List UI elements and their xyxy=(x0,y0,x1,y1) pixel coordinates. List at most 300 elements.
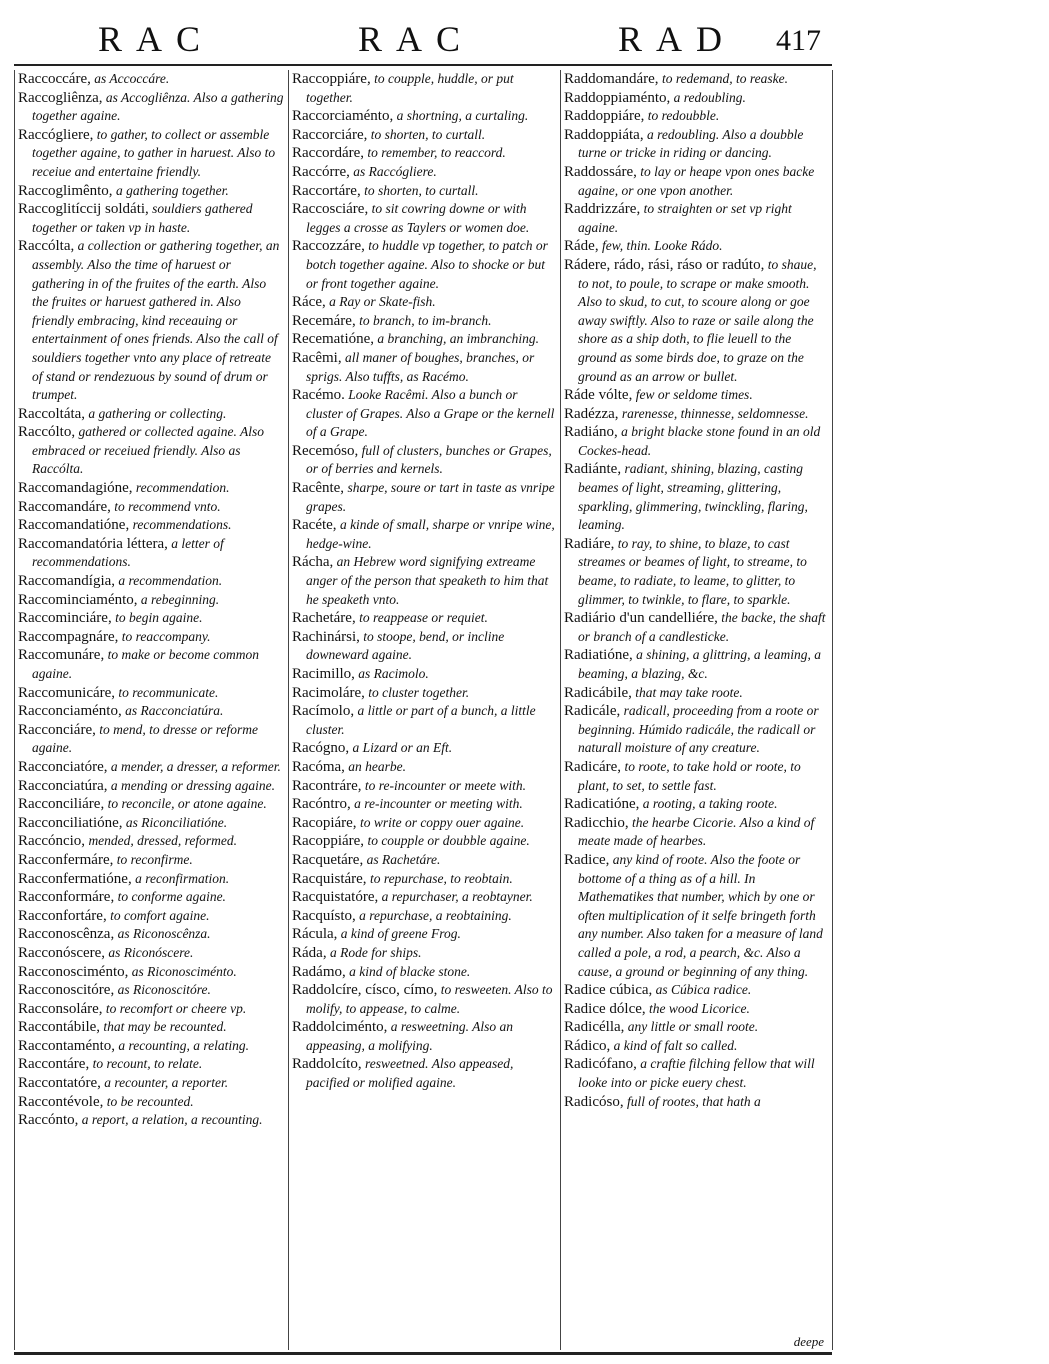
dictionary-entry xyxy=(292,944,556,963)
dictionary-entry xyxy=(18,814,284,833)
entry-definition: to ray, to shine, to blaze, to cast streames or beames of light, to streame, to beame, to radiate, to leame, to glitter, to glimmer, to twinkle, to flare, to sparkle. xyxy=(578,535,807,607)
dictionary-entry xyxy=(18,777,284,796)
entry-headword: Radice cúbica, xyxy=(564,982,653,999)
entry-definition: all maner of boughes, branches, or sprigs. Also tuffts, as Racémo. xyxy=(306,349,535,384)
entry-headword: Raddrizzáre, xyxy=(564,201,641,218)
entry-definition: to shorten, to curtall. xyxy=(360,182,479,198)
entry-definition: to recommunicate. xyxy=(115,684,219,700)
entry-headword: Racontráre, xyxy=(292,777,362,794)
entry-headword: Raccoltáta, xyxy=(18,405,86,422)
entry-definition: as Rachetáre. xyxy=(363,851,441,867)
dictionary-entry xyxy=(18,535,284,572)
dictionary-entry xyxy=(18,479,284,498)
dictionary-entry xyxy=(564,1018,828,1037)
entry-definition: a redoubling. Also a doubble turne or tricke in riding or dancing. xyxy=(578,126,804,161)
entry-definition: to begin againe. xyxy=(111,610,203,626)
entry-headword: Recemáre, xyxy=(292,312,356,329)
dictionary-entry xyxy=(18,721,284,758)
entry-headword: Radicáre, xyxy=(564,758,622,775)
dictionary-entry xyxy=(564,256,828,386)
dictionary-entry xyxy=(292,925,556,944)
entry-definition: to remember, to reaccord. xyxy=(364,145,506,161)
entry-definition: to recomfort or cheere vp. xyxy=(102,1000,247,1016)
dictionary-entry xyxy=(564,851,828,981)
dictionary-entry xyxy=(292,609,556,628)
entry-headword: Racquísto, xyxy=(292,907,356,924)
dictionary-entry xyxy=(564,386,828,405)
entry-definition: resweetned. Also appeased, pacified or molified againe. xyxy=(306,1056,514,1091)
entry-headword: Radicábile, xyxy=(564,684,632,701)
entry-headword: Radiatióne, xyxy=(564,647,633,664)
header-left-guideword: RAC xyxy=(98,19,215,59)
entry-headword: Radicatióne, xyxy=(564,796,640,813)
entry-definition: a report, a relation, a recounting. xyxy=(78,1112,263,1128)
dictionary-entry xyxy=(292,795,556,814)
dictionary-entry xyxy=(564,126,828,163)
entry-definition: radiant, shining, blazing, casting beames of light, streaming, glittering, sparkling, glimmering, twinckling, flaring, leaming. xyxy=(578,461,808,533)
entry-definition: a rooting, a taking roote. xyxy=(639,796,778,812)
entry-headword: Racquetáre, xyxy=(292,851,364,868)
entry-definition: full of clusters, bunches or Grapes, or of berries and kernels. xyxy=(306,442,552,477)
entry-headword: Raccontatóre, xyxy=(18,1075,101,1092)
entry-definition: to lay or heape vpon ones backe againe, or one vpon another. xyxy=(578,163,815,198)
entry-definition: a recounting, a relating. xyxy=(115,1037,250,1053)
entry-headword: Raddolcíre, císco, címo, xyxy=(292,982,438,999)
dictionary-entry xyxy=(18,944,284,963)
dictionary-entry xyxy=(18,237,284,404)
entry-definition: to shorten, to curtall. xyxy=(367,126,486,142)
entry-definition: a shortning, a curtaling. xyxy=(393,108,529,124)
entry-headword: Raccontaménto, xyxy=(18,1037,116,1054)
entry-definition: a redoubling. xyxy=(670,89,746,105)
dictionary-entry xyxy=(292,237,556,293)
entry-headword: Racconciatúra, xyxy=(18,777,108,794)
column-2 xyxy=(292,70,556,1350)
entry-headword: Rachetáre, xyxy=(292,610,356,627)
dictionary-entry xyxy=(292,200,556,237)
entry-headword: Racquistatóre, xyxy=(292,889,379,906)
dictionary-entry xyxy=(18,200,284,237)
entry-definition: sharpe, soure or tart in taste as vnripe grapes. xyxy=(306,480,555,514)
entry-headword: Racêmi, xyxy=(292,349,342,366)
entry-definition: to reconcile, or atone againe. xyxy=(104,796,267,812)
dictionary-entry xyxy=(292,888,556,907)
entry-headword: Raccórre, xyxy=(292,163,350,180)
dictionary-entry xyxy=(564,89,828,108)
entry-headword: Radézza, xyxy=(564,405,619,422)
entry-definition: to stoope, bend, or incline downeward againe. xyxy=(306,628,505,663)
entry-definition: as Accogliênza. Also a gathering together againe. xyxy=(32,89,284,124)
entry-definition: to branch, to im-branch. xyxy=(355,312,492,328)
column-rule-right xyxy=(832,70,833,1350)
header-right-guideword: RAD xyxy=(618,19,737,59)
entry-headword: Raccónto, xyxy=(18,1112,79,1129)
entry-definition: as Cúbica radice. xyxy=(652,982,752,998)
entry-headword: Radicélla, xyxy=(564,1019,625,1036)
running-header xyxy=(8,18,838,66)
entry-definition: a kinde of small, sharpe or vnripe wine, hedge-wine. xyxy=(306,517,555,551)
entry-definition: any kind of roote. Also the foote or bottome of a thing as of a hill. In Mathematikes that number, which by one or often multiplication of it selfe bringeth forth any number. Also taken for a measure of land called a pole, a rod, a pearch, &c. Also a cause, a ground or beginning of any thing. xyxy=(578,851,823,979)
dictionary-entry xyxy=(292,182,556,201)
entry-headword: Raccoccáre, xyxy=(18,71,91,87)
entry-definition: radicall, proceeding from a roote or beginning. Húmido radicále, the radicall or naturall moisture of any creature. xyxy=(578,703,819,756)
entry-headword: Radámo, xyxy=(292,963,346,980)
header-rule xyxy=(14,64,832,66)
dictionary-entry xyxy=(292,386,556,442)
entry-definition: a little or part of a bunch, a little cluster. xyxy=(306,703,536,737)
dictionary-page xyxy=(8,8,1038,1358)
entry-definition: that may take roote. xyxy=(631,684,743,700)
dictionary-entry xyxy=(564,981,828,1000)
dictionary-entry xyxy=(292,330,556,349)
entry-definition: a rebeginning. xyxy=(137,591,220,607)
entry-headword: Rádere, rádo, rási, ráso or radúto, xyxy=(564,256,765,273)
dictionary-entry xyxy=(564,646,828,683)
entry-definition: a letter of recommendations. xyxy=(32,535,224,570)
dictionary-entry xyxy=(292,851,556,870)
entry-headword: Racoppiáre, xyxy=(292,833,365,850)
dictionary-entry xyxy=(564,423,828,460)
entry-headword: Racémo. xyxy=(292,387,345,404)
entry-definition: a bright blacke stone found in an old Cockes-head. xyxy=(578,424,821,458)
dictionary-entry xyxy=(292,516,556,553)
dictionary-entry xyxy=(18,89,284,126)
dictionary-entry xyxy=(18,646,284,683)
dictionary-entry xyxy=(564,70,828,89)
entry-headword: Raccólta, xyxy=(18,238,75,255)
dictionary-entry xyxy=(18,925,284,944)
entry-headword: Radiário d'un candelliére, xyxy=(564,610,718,627)
entry-headword: Raccompagnáre, xyxy=(18,628,119,645)
entry-headword: Radicóso, xyxy=(564,1093,624,1110)
dictionary-entry xyxy=(564,163,828,200)
entry-headword: Racopiáre, xyxy=(292,814,357,831)
entry-headword: Racênte, xyxy=(292,480,345,497)
entry-headword: Racconoscitóre, xyxy=(18,982,115,999)
entry-definition: as Racimolo. xyxy=(354,666,429,681)
entry-definition: the hearbe Cicorie. Also a kind of meate made of hearbes. xyxy=(578,814,815,849)
entry-definition: as Accoccáre. xyxy=(90,71,170,86)
dictionary-entry xyxy=(564,237,828,256)
entry-definition: to coupple or doubble againe. xyxy=(364,833,530,849)
dictionary-entry xyxy=(292,684,556,703)
dictionary-entry xyxy=(292,758,556,777)
entry-headword: Racímolo, xyxy=(292,703,355,720)
dictionary-entry xyxy=(292,349,556,386)
entry-headword: Racconciáre, xyxy=(18,721,96,738)
entry-headword: Raccomandáre, xyxy=(18,498,111,515)
entry-headword: Raccomandatória léttera, xyxy=(18,535,168,552)
entry-definition: full of rootes, that hath a xyxy=(623,1093,761,1109)
entry-definition: a reconfirmation. xyxy=(131,870,230,886)
dictionary-entry xyxy=(18,981,284,1000)
dictionary-entry xyxy=(564,1000,828,1019)
entry-definition: Looke Racêmi. Also a bunch or cluster of Grapes. Also a Grape or the kernell of a Grape. xyxy=(306,387,555,440)
entry-headword: Raccóncio, xyxy=(18,833,86,850)
entry-definition: a mender, a dresser, a reformer. xyxy=(107,758,281,774)
dictionary-entry xyxy=(18,851,284,870)
entry-headword: Raccorciáre, xyxy=(292,126,368,143)
entry-headword: Rachinársi, xyxy=(292,628,360,645)
entry-definition: rarenesse, thinnesse, seldomnesse. xyxy=(618,405,809,421)
entry-definition: to gather, to collect or assemble together againe, to gather in haruest. Also to receiue and entertaine friendly. xyxy=(32,126,276,179)
entry-definition: to reappease or requiet. xyxy=(355,610,488,626)
dictionary-entry xyxy=(292,479,556,516)
column-rule-left xyxy=(14,70,15,1350)
dictionary-entry xyxy=(564,684,828,703)
entry-definition: to make or become common againe. xyxy=(32,647,260,681)
entry-headword: Racimillo, xyxy=(292,666,355,682)
entry-headword: Ráce, xyxy=(292,294,326,311)
entry-definition: to cluster together. xyxy=(364,684,470,700)
entry-headword: Raccontévole, xyxy=(18,1093,104,1110)
entry-headword: Radicále, xyxy=(564,703,621,720)
entry-definition: a kind of greene Frog. xyxy=(337,926,461,942)
entry-definition: as Riconoscitóre. xyxy=(114,982,211,998)
entry-definition: gathered or collected againe. Also embraced or receiued friendly. Also as Raccólta. xyxy=(32,424,265,477)
entry-definition: few or seldome times. xyxy=(632,387,753,403)
dictionary-entry xyxy=(292,739,556,758)
entry-definition: recommendations. xyxy=(129,517,232,533)
entry-headword: Raddossáre, xyxy=(564,163,637,180)
dictionary-entry xyxy=(292,553,556,609)
dictionary-entry xyxy=(564,200,828,237)
dictionary-entry xyxy=(18,758,284,777)
entry-definition: a collection or gathering together, an assembly. Also the time of haruest or gathering in of the fruites of the earth. Also the fruites or haruest gathered in. Also friendly embracing, kind receauing or entertainment of ones friends. Also the call of souldiers together vnto any place of retreate of stand or rendezuous by sound of drum or trumpet. xyxy=(32,238,280,403)
dictionary-entry xyxy=(292,870,556,889)
entry-definition: that may be recounted. xyxy=(100,1019,227,1035)
entry-headword: Racconosciménto, xyxy=(18,963,129,980)
entry-definition: to reaccompany. xyxy=(118,628,211,644)
entry-headword: Raccozzáre, xyxy=(292,238,365,255)
dictionary-entry xyxy=(18,126,284,182)
column-rule-1 xyxy=(288,70,289,1350)
entry-headword: Racimoláre, xyxy=(292,684,365,701)
entry-headword: Racconoscênza, xyxy=(18,926,115,943)
entry-headword: Raccógliere, xyxy=(18,126,94,143)
entry-definition: as Riconóscere. xyxy=(105,944,194,960)
entry-headword: Raddomandáre, xyxy=(564,71,659,87)
dictionary-entry xyxy=(292,981,556,1018)
dictionary-entry xyxy=(564,107,828,126)
dictionary-entry xyxy=(18,591,284,610)
dictionary-entry xyxy=(18,795,284,814)
dictionary-entry xyxy=(18,70,284,89)
entry-headword: Racconóscere, xyxy=(18,944,106,961)
entry-headword: Raccorciaménto, xyxy=(292,108,394,125)
dictionary-entry xyxy=(292,963,556,982)
entry-definition: to mend, to dresse or reforme againe. xyxy=(32,721,258,756)
entry-definition: as Riconoscênza. xyxy=(114,926,211,942)
dictionary-entry xyxy=(18,516,284,535)
entry-headword: Radice, xyxy=(564,851,610,868)
entry-headword: Racconciaménto, xyxy=(18,703,122,720)
dictionary-entry xyxy=(292,126,556,145)
entry-definition: a resweetning. Also an appeasing, a molifying. xyxy=(306,1019,514,1053)
entry-definition: a kind of falt so called. xyxy=(610,1037,738,1053)
dictionary-entry xyxy=(564,795,828,814)
entry-definition: to huddle vp together, to patch or botch together againe. Also to shocke or but or front together againe. xyxy=(306,238,548,291)
dictionary-entry xyxy=(18,628,284,647)
entry-headword: Racconfortáre, xyxy=(18,907,107,924)
entry-definition: a repurchaser, a reobtayner. xyxy=(378,889,533,905)
entry-headword: Raccomandígia, xyxy=(18,573,116,590)
dictionary-entry xyxy=(18,1111,284,1130)
entry-headword: Radicófano, xyxy=(564,1056,637,1073)
entry-definition: few, thin. Looke Rádo. xyxy=(598,238,723,254)
dictionary-entry xyxy=(18,1074,284,1093)
entry-headword: Raddoppiáre, xyxy=(564,108,645,125)
entry-definition: the backe, the shaft or branch of a candlesticke. xyxy=(578,610,826,644)
entry-headword: Rácula, xyxy=(292,926,338,943)
entry-definition: to recommend vnto. xyxy=(110,498,221,514)
entry-headword: Raccogliênza, xyxy=(18,89,103,106)
column-3 xyxy=(564,70,828,1350)
header-middle-guideword: RAC xyxy=(358,19,475,59)
page-number: 417 xyxy=(776,24,821,57)
entry-headword: Raccortáre, xyxy=(292,182,361,199)
entry-definition: to sit cowring downe or with legges a crosse as Taylers or women doe. xyxy=(306,201,530,235)
entry-definition: to repurchase, to reobtain. xyxy=(366,870,513,886)
entry-definition: an hearbe. xyxy=(344,758,407,774)
entry-definition: to redemand, to reaske. xyxy=(658,71,789,86)
dictionary-entry xyxy=(18,907,284,926)
dictionary-entry xyxy=(292,312,556,331)
entry-definition: a gathering or collecting. xyxy=(85,405,227,421)
dictionary-entry xyxy=(292,777,556,796)
dictionary-entry xyxy=(292,832,556,851)
entry-headword: Racconciliáre, xyxy=(18,796,105,813)
dictionary-entry xyxy=(564,535,828,609)
dictionary-entry xyxy=(292,144,556,163)
entry-headword: Radiánte, xyxy=(564,461,622,478)
entry-definition: as Riconosciménto. xyxy=(128,963,237,979)
entry-headword: Racóma, xyxy=(292,758,345,775)
entry-definition: to conforme againe. xyxy=(114,889,226,905)
entry-headword: Racconfermatióne, xyxy=(18,870,132,887)
entry-definition: a re-incounter or meeting with. xyxy=(350,796,523,812)
entry-headword: Rádico, xyxy=(564,1037,611,1054)
entry-headword: Raddoppiaménto, xyxy=(564,89,671,106)
entry-headword: Ráde, xyxy=(564,238,599,255)
entry-definition: as Racconciatúra. xyxy=(121,703,224,719)
dictionary-entry xyxy=(18,832,284,851)
entry-definition: any little or small roote. xyxy=(624,1019,759,1035)
entry-headword: Racconformáre, xyxy=(18,889,115,906)
dictionary-entry xyxy=(18,684,284,703)
entry-definition: an Hebrew word signifying extreame anger of the person that speaketh to him that he speaketh vnto. xyxy=(306,554,549,607)
entry-definition: to recount, to relate. xyxy=(89,1056,203,1072)
dictionary-entry xyxy=(18,405,284,424)
entry-definition: to roote, to take hold or roote, to plant, to set, to settle fast. xyxy=(578,758,801,793)
dictionary-entry xyxy=(292,293,556,312)
entry-headword: Raccomandatióne, xyxy=(18,517,130,534)
entry-definition: souldiers gathered together or taken vp in haste. xyxy=(32,201,253,235)
entry-definition: a Lizard or an Eft. xyxy=(349,740,453,756)
entry-headword: Ráde vólte, xyxy=(564,387,633,404)
dictionary-entry xyxy=(292,70,556,107)
dictionary-entry xyxy=(18,1018,284,1037)
dictionary-entry xyxy=(18,572,284,591)
entry-headword: Raccoglimênto, xyxy=(18,182,113,199)
dictionary-entry xyxy=(292,163,556,182)
dictionary-entry xyxy=(564,1055,828,1092)
column-rule-2 xyxy=(560,70,561,1350)
entry-headword: Recemóso, xyxy=(292,442,359,459)
entry-headword: Recematióne, xyxy=(292,331,375,348)
entry-headword: Radicchio, xyxy=(564,814,629,831)
dictionary-entry xyxy=(292,907,556,926)
dictionary-entry xyxy=(292,814,556,833)
dictionary-entry xyxy=(564,758,828,795)
entry-definition: to coupple, huddle, or put together. xyxy=(306,71,514,105)
entry-definition: a gathering together. xyxy=(112,182,229,198)
entry-definition: to be recounted. xyxy=(103,1093,194,1109)
entry-definition: a shining, a glittring, a leaming, a beaming, a blazing, &c. xyxy=(578,647,821,681)
entry-headword: Raddolciménto, xyxy=(292,1019,388,1036)
entry-headword: Raccomunáre, xyxy=(18,647,105,664)
entry-headword: Raccólto, xyxy=(18,424,76,441)
dictionary-entry xyxy=(292,665,556,684)
dictionary-entry xyxy=(18,1055,284,1074)
dictionary-entry xyxy=(292,442,556,479)
dictionary-entry xyxy=(18,702,284,721)
entry-definition: a Ray or Skate-fish. xyxy=(325,294,436,310)
entry-definition: a mending or dressing againe. xyxy=(107,777,276,793)
entry-definition: to re-incounter or meete with. xyxy=(361,777,527,793)
entry-headword: Radice dólce, xyxy=(564,1000,646,1017)
dictionary-entry xyxy=(292,702,556,739)
entry-headword: Rácha, xyxy=(292,554,334,571)
entry-headword: Raccomunicáre, xyxy=(18,684,116,701)
dictionary-entry xyxy=(18,609,284,628)
entry-headword: Racconciliatióne, xyxy=(18,814,123,831)
entry-headword: Racquistáre, xyxy=(292,870,367,887)
entry-definition: to resweeten. Also to molify, to appease, to calme. xyxy=(306,982,553,1016)
dictionary-entry xyxy=(18,1037,284,1056)
entry-definition: to straighten or set vp right againe. xyxy=(578,201,792,235)
dictionary-entry xyxy=(292,1018,556,1055)
dictionary-entry xyxy=(18,423,284,479)
dictionary-entry xyxy=(292,628,556,665)
entry-headword: Raccominciáre, xyxy=(18,610,112,627)
dictionary-entry xyxy=(564,460,828,534)
entry-headword: Raccontáre, xyxy=(18,1056,90,1073)
entry-headword: Radiáno, xyxy=(564,424,618,441)
entry-headword: Racógno, xyxy=(292,740,350,757)
dictionary-entry xyxy=(564,1037,828,1056)
dictionary-entry xyxy=(292,107,556,126)
dictionary-entry xyxy=(292,1055,556,1092)
entry-headword: Raddoppiáta, xyxy=(564,126,644,143)
entry-definition: a Rode for ships. xyxy=(326,944,422,960)
dictionary-entry xyxy=(18,870,284,889)
dictionary-entry xyxy=(564,814,828,851)
entry-headword: Raccoppiáre, xyxy=(292,71,371,87)
footer-rule xyxy=(14,1352,832,1355)
entry-headword: Racéte, xyxy=(292,517,337,534)
entry-definition: as Riconciliatióne. xyxy=(122,814,228,830)
entry-headword: Raccoglitíccij soldáti, xyxy=(18,201,149,218)
dictionary-entry xyxy=(564,609,828,646)
entry-definition: a repurchase, a reobtaining. xyxy=(355,907,512,923)
entry-definition: to comfort againe. xyxy=(106,907,210,923)
entry-definition: to write or coppy ouer againe. xyxy=(356,814,525,830)
entry-headword: Raddolcíto, xyxy=(292,1056,362,1073)
column-1 xyxy=(18,70,284,1350)
entry-headword: Racconsoláre, xyxy=(18,1000,103,1017)
dictionary-entry xyxy=(564,405,828,424)
